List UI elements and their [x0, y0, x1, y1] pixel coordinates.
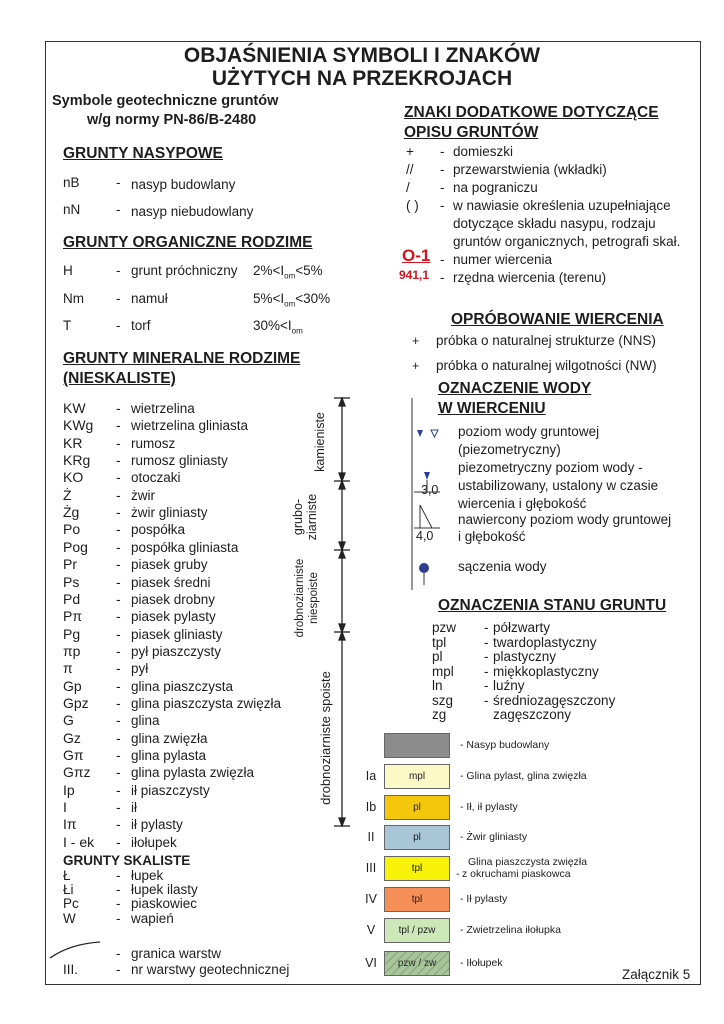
rock-desc: łupek [131, 868, 164, 883]
mineral-dash: - [116, 521, 121, 537]
rock-desc: wapień [131, 911, 174, 926]
range-sub: om [284, 299, 296, 309]
mineral-symbol: KW [63, 400, 86, 416]
extra-desc: w nawiasie określenia uzupełniające [453, 198, 671, 213]
nasyp-desc: nasyp budowlany [131, 177, 236, 192]
layer-desc: Glina piaszczysta zwięzła [468, 856, 588, 868]
extra-symbol: / [406, 180, 410, 195]
organic-symbol: T [63, 318, 72, 333]
mineral-desc: rumosz [131, 436, 176, 451]
sample-nns-icon: + [412, 334, 420, 348]
mineral-desc: glina pylasta zwięzła [131, 765, 255, 780]
drilled-level-desc-1: nawiercony poziom wody gruntowej [458, 512, 672, 527]
piezometric-desc-1: piezometryczny poziom wody - [458, 460, 643, 475]
mineral-dash: - [116, 730, 121, 746]
state-dash: - [484, 649, 489, 664]
rock-dash: - [116, 882, 121, 897]
layer-desc: - Glina pylast, glina zwięzła [460, 770, 587, 782]
granica-desc: granica warstw [131, 946, 222, 961]
organic-symbol: Nm [63, 291, 84, 306]
group-niespoiste-line2: niespoiste [308, 572, 320, 624]
swatch-vi-hatch [385, 952, 449, 975]
mineral-symbol: KR [63, 435, 83, 451]
rock-dash: - [116, 896, 121, 911]
mineral-dash: - [116, 816, 121, 832]
mineral-dash: - [116, 574, 121, 590]
water-level-desc-2: (piezometryczny) [458, 442, 561, 457]
mineral-desc: ił pylasty [131, 817, 183, 832]
mineral-dash: - [116, 591, 121, 607]
norm-header-2: w/g normy PN-86/B-2480 [87, 112, 257, 128]
range-sub: om [284, 271, 296, 281]
layer-swatch: tpl / pzw [384, 918, 450, 943]
borehole-elev-desc: rzędna wiercenia (terenu) [453, 270, 607, 285]
heading-oprobowanie: OPRÓBOWANIE WIERCENIA [451, 311, 664, 328]
state-desc: miękkoplastyczny [493, 664, 599, 679]
water-level-filled-icon [417, 430, 423, 437]
dodatkowe-cont-1: dotyczące składu nasypu, rodzaju [453, 216, 656, 231]
group-grubo-line2: ziarniste [305, 493, 319, 541]
water-level-open-icon [431, 430, 438, 437]
mineral-desc: piasek gliniasty [131, 627, 223, 642]
state-dash: - [484, 678, 489, 693]
mineral-dash: - [116, 747, 121, 763]
mineral-desc: wietrzelina [131, 401, 195, 416]
mineral-symbol: Żg [63, 504, 80, 520]
organic-desc: grunt próchniczny [131, 263, 238, 278]
heading-woda-2: W WIERCENIU [438, 400, 546, 417]
rock-symbol: Pc [63, 896, 79, 911]
boundary-line-icon [50, 942, 100, 958]
mineral-symbol: KO [63, 469, 84, 485]
mineral-desc: glina zwięzła [131, 731, 208, 746]
mineral-dash: - [116, 834, 121, 850]
mineral-dash: - [116, 556, 121, 572]
mineral-symbol: Pπ [63, 608, 82, 624]
layer-swatch: mpl [384, 764, 450, 789]
mineral-symbol: Pr [63, 556, 77, 572]
piezometric-desc-2: ustabilizowany, ustalony w czasie [458, 478, 659, 493]
layer-desc: - Ił pylasty [460, 893, 508, 905]
extra-dash: - [440, 198, 445, 213]
mineral-symbol: π [63, 660, 73, 676]
mineral-symbol: πp [63, 643, 81, 659]
nr-warstwy-desc: nr warstwy geotechnicznej [131, 962, 290, 977]
mineral-symbol: I - ek [63, 834, 95, 850]
state-desc: średniozagęszczony [493, 693, 616, 708]
rock-desc: piaskowiec [131, 896, 198, 911]
extra-symbol: // [406, 162, 414, 177]
rock-dash: - [116, 868, 121, 883]
heading-dodatkowe-1: ZNAKI DODATKOWE DOTYCZĄCE [404, 104, 659, 121]
mineral-dash: - [116, 695, 121, 711]
layer-desc: - Zwietrzelina iłołupka [460, 924, 561, 936]
state-desc: zagęszczony [493, 707, 572, 722]
depth-label-2: 4,0 [416, 529, 434, 543]
mineral-symbol: Ip [63, 782, 75, 798]
organic-desc: torf [131, 318, 151, 333]
nasyp-symbol: nN [63, 202, 81, 217]
nasyp-dash: - [116, 202, 121, 217]
borehole-elevation: 941,1 [399, 268, 430, 282]
organic-dash: - [116, 318, 121, 333]
range-prefix: 5%<I [253, 291, 285, 306]
heading-dodatkowe-2: OPISU GRUNTÓW [404, 124, 539, 141]
mineral-dash: - [116, 764, 121, 780]
range-prefix: 2%<I [253, 263, 285, 278]
mineral-dash: - [116, 626, 121, 642]
mineral-desc: pospółka [131, 522, 186, 537]
mineral-desc: otoczaki [131, 470, 181, 485]
layer-number: II [367, 830, 375, 844]
mineral-desc: żwir gliniasty [131, 505, 208, 520]
group-kamieniste: kamieniste [313, 412, 327, 472]
piezometric-icon [424, 472, 430, 480]
heading-stan: OZNACZENIA STANU GRUNTU [438, 597, 667, 614]
range-suffix: <5% [295, 263, 323, 278]
mineral-desc: piasek pylasty [131, 609, 216, 624]
state-dash: - [484, 693, 489, 708]
state-dash: - [484, 620, 489, 635]
nr-warstwy-dash: - [116, 962, 121, 977]
layer-swatch: tpl [384, 887, 450, 912]
mineral-symbol: Gp [63, 678, 82, 694]
group-niespoiste-line1: drobnoziarniste [294, 558, 306, 638]
norm-header-1: Symbole geotechniczne gruntów [52, 93, 279, 109]
nasyp-dash: - [116, 175, 121, 190]
state-symbol: pzw [432, 620, 457, 635]
heading-mineralne-1: GRUNTY MINERALNE RODZIME [63, 350, 301, 367]
layer-number: IV [365, 892, 377, 906]
dodatkowe-cont-2: gruntów organicznych, petrografi skał. [453, 234, 681, 249]
depth-label-1: 3,0 [421, 483, 439, 497]
sample-nns-desc: próbka o naturalnej strukturze (NNS) [436, 333, 656, 348]
mineral-symbol: Pog [63, 539, 88, 555]
title-line-2: UŻYTYCH NA PRZEKROJACH [211, 67, 513, 90]
rock-symbol: W [63, 911, 76, 926]
mineral-symbol: KWg [63, 417, 94, 433]
heading-organiczne: GRUNTY ORGANICZNE RODZIME [63, 234, 313, 251]
mineral-symbol: G [63, 712, 74, 728]
extra-desc: domieszki [453, 144, 514, 159]
mineral-symbol: Ps [63, 574, 80, 590]
drilled-level-desc-2: i głębokość [458, 529, 526, 544]
layer-desc-2: z okruchami piaskowca [462, 868, 571, 880]
mineral-dash: - [116, 417, 121, 433]
mineral-symbol: Gπ [63, 747, 84, 763]
mineral-desc: rumosz gliniasty [131, 453, 228, 468]
mineral-dash: - [116, 400, 121, 416]
organic-symbol: H [63, 263, 73, 278]
mineral-symbol: Po [63, 521, 81, 537]
borehole-code-dash: - [440, 252, 445, 267]
mineral-desc: piasek drobny [131, 592, 216, 607]
mineral-desc: pospółka gliniasta [131, 540, 239, 555]
mineral-dash: - [116, 712, 121, 728]
mineral-desc: wietrzelina gliniasta [131, 418, 249, 433]
extra-dash: - [440, 162, 445, 177]
mineral-dash: - [116, 435, 121, 451]
nr-warstwy-sym: III. [63, 962, 79, 977]
state-symbol: tpl [432, 635, 447, 650]
mineral-symbol: Ż [63, 487, 72, 503]
mineral-dash: - [116, 469, 121, 485]
state-dash: - [484, 664, 489, 679]
sample-nw-icon: + [412, 359, 420, 373]
state-symbol: zg [432, 707, 447, 722]
mineral-dash: - [116, 452, 121, 468]
drilled-level-icon [420, 505, 432, 528]
mineral-desc: ił [131, 800, 137, 815]
mineral-symbol: Gz [63, 730, 81, 746]
heading-mineralne-2: (NIESKALISTE) [63, 370, 176, 387]
mineral-symbol: Gpz [63, 695, 89, 711]
state-desc: plastyczny [493, 649, 557, 664]
extra-dash: - [440, 180, 445, 195]
mineral-symbol: I [63, 799, 67, 815]
range-sub: om [291, 326, 303, 336]
extra-symbol: ( ) [406, 198, 419, 213]
borehole-code-desc: numer wiercenia [453, 252, 553, 267]
mineral-dash: - [116, 643, 121, 659]
mineral-dash: - [116, 504, 121, 520]
state-symbol: pl [432, 649, 443, 664]
group-bracket [334, 398, 350, 826]
seepage-desc: sączenia wody [458, 559, 547, 574]
layer-desc-dash: - [456, 868, 460, 880]
piezometric-desc-3: wiercenia i głębokość [458, 496, 587, 511]
mineral-desc: iłołupek [131, 835, 177, 850]
sample-nw-desc: próbka o naturalnej wilgotności (NW) [436, 358, 657, 373]
organic-dash: - [116, 263, 121, 278]
mineral-dash: - [116, 799, 121, 815]
mineral-dash: - [116, 487, 121, 503]
extra-desc: na pograniczu [453, 180, 538, 195]
state-desc: półzwarty [493, 620, 551, 635]
borehole-elev-dash: - [440, 270, 445, 285]
granica-dash: - [116, 946, 121, 961]
mineral-desc: glina [131, 713, 160, 728]
heading-nasypowe: GRUNTY NASYPOWE [63, 145, 223, 162]
mineral-desc: piasek średni [131, 575, 211, 590]
nasyp-desc: nasyp niebudowlany [131, 204, 254, 219]
attachment-label: Załącznik 5 [622, 967, 691, 982]
mineral-desc: ił piaszczysty [131, 783, 210, 798]
rock-dash: - [116, 911, 121, 926]
mineral-desc: glina piaszczysta [131, 679, 234, 694]
mineral-desc: glina pylasta [131, 748, 207, 763]
heading-skaliste: GRUNTY SKALISTE [63, 853, 191, 868]
organic-dash: - [116, 291, 121, 306]
rock-symbol: Ł [63, 868, 71, 883]
extra-symbol: + [406, 144, 414, 159]
mineral-symbol: Pd [63, 591, 81, 607]
mineral-desc: żwir [131, 488, 155, 503]
layer-swatch: pl [384, 825, 450, 850]
state-symbol: mpl [432, 664, 454, 679]
mineral-dash: - [116, 608, 121, 624]
layer-desc: - Żwir gliniasty [460, 831, 528, 843]
extra-desc: przewarstwienia (wkładki) [453, 162, 607, 177]
mineral-desc: pył [131, 661, 149, 676]
nasyp-symbol: nB [63, 175, 80, 190]
layer-swatch: pl [384, 795, 450, 820]
group-spoiste: drobnoziarniste spoiste [318, 671, 333, 805]
state-dash: - [484, 635, 489, 650]
mineral-symbol: Pg [63, 626, 81, 642]
mineral-dash: - [116, 660, 121, 676]
water-level-desc-1: poziom wody gruntowej [458, 424, 600, 439]
mineral-dash: - [116, 678, 121, 694]
layer-number: Ia [365, 769, 377, 783]
mineral-desc: piasek gruby [131, 557, 208, 572]
heading-woda-1: OZNACZENIE WODY [438, 380, 592, 397]
state-desc: twardoplastyczny [493, 635, 597, 650]
mineral-symbol: KRg [63, 452, 91, 468]
mineral-desc: glina piaszczysta zwięzła [131, 696, 282, 711]
borehole-code: O-1 [402, 246, 431, 265]
layer-number: III [365, 861, 377, 875]
state-desc: luźny [493, 678, 525, 693]
group-grubo-line1: grubo- [291, 498, 305, 536]
mineral-desc: pył piaszczysty [131, 644, 222, 659]
title-line-1: OBJAŚNIENIA SYMBOLI I ZNAKÓW [183, 44, 541, 67]
range-prefix: 30%<I [253, 318, 292, 333]
range-suffix: <30% [295, 291, 331, 306]
layer-desc: - Iłołupek [460, 957, 503, 969]
layer-swatch: tpl [384, 856, 450, 881]
mineral-dash: - [116, 539, 121, 555]
seepage-icon [419, 563, 429, 573]
rock-desc: łupek ilasty [131, 882, 198, 897]
extra-dash: - [440, 144, 445, 159]
mineral-symbol: Gπz [63, 764, 91, 780]
organic-desc: namuł [131, 291, 168, 306]
layer-number: VI [365, 956, 377, 970]
mineral-symbol: Iπ [63, 816, 77, 832]
state-symbol: ln [432, 678, 443, 693]
layer-number: V [366, 923, 376, 937]
state-symbol: szg [432, 693, 454, 708]
layer-number: Ib [365, 800, 377, 814]
layer-desc: - Nasyp budowlany [460, 739, 550, 751]
layer-desc: - Ił, ił pylasty [460, 801, 518, 813]
rock-symbol: Łi [63, 882, 74, 897]
mineral-dash: - [116, 782, 121, 798]
